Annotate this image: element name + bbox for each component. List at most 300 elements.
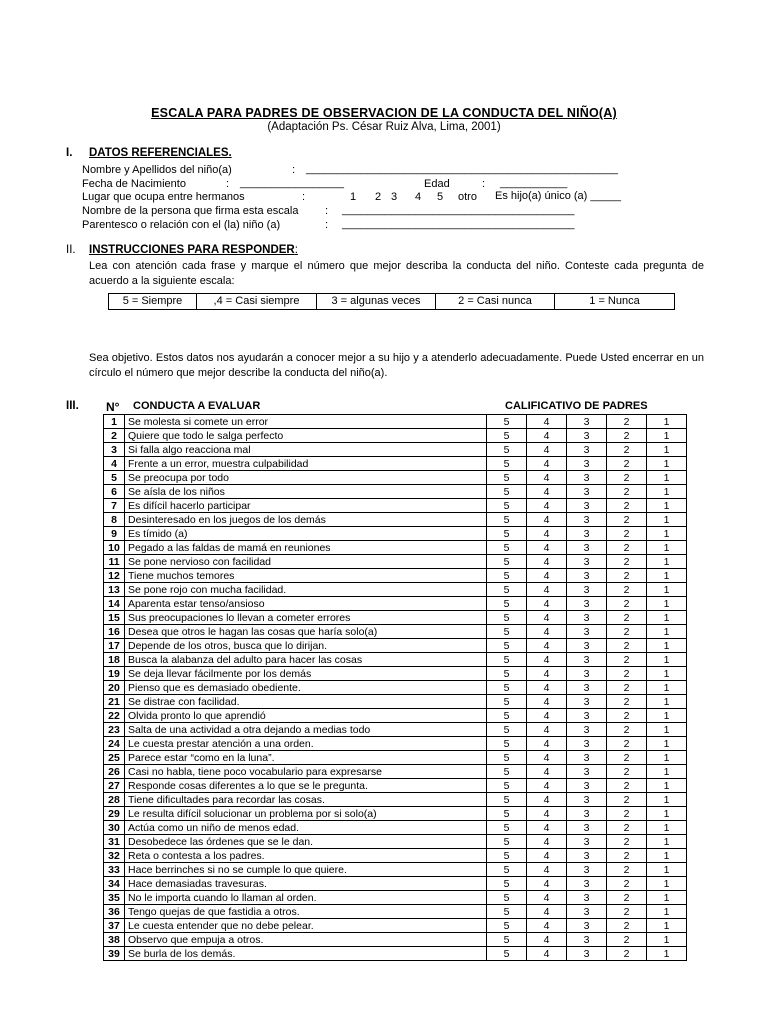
section-2-title xyxy=(89,244,298,256)
table-row xyxy=(104,527,687,541)
item-number: 27 xyxy=(104,779,125,793)
score-option-2[interactable]: 2 xyxy=(607,415,647,429)
score-option-5[interactable]: 5 xyxy=(487,597,527,611)
score-option-4[interactable]: 4 xyxy=(527,541,567,555)
score-option-4[interactable]: 4 xyxy=(527,527,567,541)
score-option-3[interactable]: 3 xyxy=(567,737,607,751)
siblings-option-5[interactable]: 5 xyxy=(437,191,444,203)
score-option-2[interactable]: 2 xyxy=(607,737,647,751)
score-option-5[interactable]: 5 xyxy=(487,555,527,569)
score-option-4[interactable]: 4 xyxy=(527,863,567,877)
table-row xyxy=(104,597,687,611)
score-option-5[interactable]: 5 xyxy=(487,695,527,709)
score-option-1[interactable]: 1 xyxy=(647,569,687,583)
score-option-4[interactable]: 4 xyxy=(527,471,567,485)
score-option-3[interactable]: 3 xyxy=(567,667,607,681)
score-option-5[interactable]: 5 xyxy=(487,905,527,919)
score-option-5[interactable]: 5 xyxy=(487,947,527,961)
score-option-5[interactable]: 5 xyxy=(487,933,527,947)
score-option-3[interactable]: 3 xyxy=(567,415,607,429)
only-child-field[interactable]: Es hijo(a) único (a) _____ xyxy=(495,190,621,202)
relation-label: Parentesco o relación con el (la) niño (a) xyxy=(82,219,281,231)
item-behavior: Casi no habla, tiene poco vocabulario para expresarse xyxy=(125,765,487,779)
section-1-number: I. xyxy=(66,147,73,159)
item-number: 2 xyxy=(104,429,125,443)
item-number: 21 xyxy=(104,695,125,709)
item-number: 6 xyxy=(104,485,125,499)
score-option-1[interactable]: 1 xyxy=(647,527,687,541)
score-option-5[interactable]: 5 xyxy=(487,471,527,485)
score-option-1[interactable]: 1 xyxy=(647,513,687,527)
score-option-1[interactable]: 1 xyxy=(647,639,687,653)
score-option-1[interactable]: 1 xyxy=(647,947,687,961)
score-option-1[interactable]: 1 xyxy=(647,863,687,877)
score-option-1[interactable]: 1 xyxy=(647,891,687,905)
score-option-2[interactable]: 2 xyxy=(607,597,647,611)
table-row xyxy=(104,499,687,513)
item-number: 8 xyxy=(104,513,125,527)
score-option-4[interactable]: 4 xyxy=(527,681,567,695)
score-option-2[interactable]: 2 xyxy=(607,695,647,709)
score-option-4[interactable]: 4 xyxy=(527,891,567,905)
score-option-3[interactable]: 3 xyxy=(567,891,607,905)
item-behavior: Se burla de los demás. xyxy=(125,947,487,961)
score-option-4[interactable]: 4 xyxy=(527,583,567,597)
table-row xyxy=(104,639,687,653)
score-option-2[interactable]: 2 xyxy=(607,863,647,877)
item-behavior: Olvida pronto lo que aprendió xyxy=(125,709,487,723)
score-option-5[interactable]: 5 xyxy=(487,569,527,583)
score-option-1[interactable]: 1 xyxy=(647,779,687,793)
score-option-1[interactable]: 1 xyxy=(647,933,687,947)
item-number: 11 xyxy=(104,555,125,569)
score-option-2[interactable]: 2 xyxy=(607,751,647,765)
table-row xyxy=(104,709,687,723)
table-row xyxy=(104,947,687,961)
score-option-4[interactable]: 4 xyxy=(527,933,567,947)
score-option-5[interactable]: 5 xyxy=(487,863,527,877)
score-option-4[interactable]: 4 xyxy=(527,849,567,863)
score-option-1[interactable]: 1 xyxy=(647,765,687,779)
score-option-3[interactable]: 3 xyxy=(567,709,607,723)
form-subtitle: (Adaptación Ps. César Ruiz Alva, Lima, 2001) xyxy=(267,121,501,133)
score-option-2[interactable]: 2 xyxy=(607,457,647,471)
table-row xyxy=(104,569,687,583)
score-option-2[interactable]: 2 xyxy=(607,933,647,947)
score-option-1[interactable]: 1 xyxy=(647,611,687,625)
item-behavior: Hace demasiadas travesuras. xyxy=(125,877,487,891)
score-option-3[interactable]: 3 xyxy=(567,513,607,527)
score-option-2[interactable]: 2 xyxy=(607,471,647,485)
score-option-2[interactable]: 2 xyxy=(607,541,647,555)
table-row xyxy=(104,933,687,947)
score-option-3[interactable]: 3 xyxy=(567,443,607,457)
score-option-1[interactable]: 1 xyxy=(647,709,687,723)
section-2-number: II. xyxy=(66,244,76,256)
siblings-option-other[interactable]: otro xyxy=(458,191,477,203)
section-2-title-colon: : xyxy=(294,244,298,256)
score-option-5[interactable]: 5 xyxy=(487,737,527,751)
item-behavior: Se deja llevar fácilmente por los demás xyxy=(125,667,487,681)
item-behavior: Tiene muchos temores xyxy=(125,569,487,583)
item-number: 37 xyxy=(104,919,125,933)
score-option-4[interactable]: 4 xyxy=(527,611,567,625)
score-option-1[interactable]: 1 xyxy=(647,919,687,933)
item-behavior: Si falla algo reacciona mal xyxy=(125,443,487,457)
score-option-3[interactable]: 3 xyxy=(567,793,607,807)
score-option-5[interactable]: 5 xyxy=(487,443,527,457)
relation-field[interactable]: ______________________________________ xyxy=(342,218,575,230)
score-option-1[interactable]: 1 xyxy=(647,583,687,597)
score-option-2[interactable]: 2 xyxy=(607,779,647,793)
score-option-5[interactable]: 5 xyxy=(487,793,527,807)
score-option-3[interactable]: 3 xyxy=(567,527,607,541)
table-row xyxy=(104,429,687,443)
score-option-5[interactable]: 5 xyxy=(487,583,527,597)
score-option-1[interactable]: 1 xyxy=(647,723,687,737)
score-option-4[interactable]: 4 xyxy=(527,709,567,723)
score-option-2[interactable]: 2 xyxy=(607,849,647,863)
siblings-option-2[interactable]: 2 xyxy=(375,191,382,203)
item-number: 22 xyxy=(104,709,125,723)
score-option-2[interactable]: 2 xyxy=(607,765,647,779)
score-option-5[interactable]: 5 xyxy=(487,499,527,513)
score-option-3[interactable]: 3 xyxy=(567,821,607,835)
table-row xyxy=(104,625,687,639)
item-behavior: Le cuesta prestar atención a una orden. xyxy=(125,737,487,751)
table-row xyxy=(104,751,687,765)
item-behavior: Pienso que es demasiado obediente. xyxy=(125,681,487,695)
table-row xyxy=(104,863,687,877)
item-behavior: Desea que otros le hagan las cosas que haría solo(a) xyxy=(125,625,487,639)
item-behavior: Se preocupa por todo xyxy=(125,471,487,485)
score-option-2[interactable]: 2 xyxy=(607,429,647,443)
item-behavior: Depende de los otros, busca que lo dirijan. xyxy=(125,639,487,653)
score-option-3[interactable]: 3 xyxy=(567,555,607,569)
item-number: 1 xyxy=(104,415,125,429)
score-option-1[interactable]: 1 xyxy=(647,667,687,681)
score-option-4[interactable]: 4 xyxy=(527,765,567,779)
score-option-4[interactable]: 4 xyxy=(527,555,567,569)
score-option-3[interactable]: 3 xyxy=(567,905,607,919)
score-option-2[interactable]: 2 xyxy=(607,891,647,905)
item-behavior: Le resulta difícil solucionar un problema por si solo(a) xyxy=(125,807,487,821)
item-number: 12 xyxy=(104,569,125,583)
score-option-4[interactable]: 4 xyxy=(527,569,567,583)
score-option-3[interactable]: 3 xyxy=(567,877,607,891)
score-option-1[interactable]: 1 xyxy=(647,821,687,835)
item-behavior: Frente a un error, muestra culpabilidad xyxy=(125,457,487,471)
score-option-3[interactable]: 3 xyxy=(567,569,607,583)
scale-almost-always: ,4 = Casi siempre xyxy=(197,294,317,309)
score-option-4[interactable]: 4 xyxy=(527,513,567,527)
score-option-2[interactable]: 2 xyxy=(607,639,647,653)
item-behavior: Tengo quejas de que fastidia a otros. xyxy=(125,905,487,919)
score-option-5[interactable]: 5 xyxy=(487,681,527,695)
score-option-3[interactable]: 3 xyxy=(567,933,607,947)
score-option-4[interactable]: 4 xyxy=(527,835,567,849)
table-row xyxy=(104,555,687,569)
item-behavior: Quiere que todo le salga perfecto xyxy=(125,429,487,443)
score-option-1[interactable]: 1 xyxy=(647,541,687,555)
item-number: 35 xyxy=(104,891,125,905)
table-row xyxy=(104,471,687,485)
score-option-1[interactable]: 1 xyxy=(647,429,687,443)
score-option-3[interactable]: 3 xyxy=(567,611,607,625)
score-option-5[interactable]: 5 xyxy=(487,877,527,891)
score-option-1[interactable]: 1 xyxy=(647,681,687,695)
score-option-1[interactable]: 1 xyxy=(647,807,687,821)
score-option-1[interactable]: 1 xyxy=(647,597,687,611)
score-option-5[interactable]: 5 xyxy=(487,765,527,779)
score-option-5[interactable]: 5 xyxy=(487,415,527,429)
score-option-4[interactable]: 4 xyxy=(527,485,567,499)
score-option-1[interactable]: 1 xyxy=(647,499,687,513)
score-option-5[interactable]: 5 xyxy=(487,457,527,471)
score-option-5[interactable]: 5 xyxy=(487,751,527,765)
score-option-5[interactable]: 5 xyxy=(487,639,527,653)
score-option-4[interactable]: 4 xyxy=(527,429,567,443)
score-option-1[interactable]: 1 xyxy=(647,695,687,709)
score-option-2[interactable]: 2 xyxy=(607,443,647,457)
score-option-2[interactable]: 2 xyxy=(607,793,647,807)
age-field[interactable]: ___________ xyxy=(500,177,568,189)
score-option-2[interactable]: 2 xyxy=(607,583,647,597)
score-option-5[interactable]: 5 xyxy=(487,835,527,849)
score-option-2[interactable]: 2 xyxy=(607,569,647,583)
score-option-2[interactable]: 2 xyxy=(607,625,647,639)
score-option-3[interactable]: 3 xyxy=(567,919,607,933)
table-row xyxy=(104,793,687,807)
table-row xyxy=(104,443,687,457)
behavior-table xyxy=(103,414,687,961)
score-option-5[interactable]: 5 xyxy=(487,667,527,681)
score-option-4[interactable]: 4 xyxy=(527,667,567,681)
score-option-1[interactable]: 1 xyxy=(647,793,687,807)
score-option-2[interactable]: 2 xyxy=(607,611,647,625)
score-option-2[interactable]: 2 xyxy=(607,947,647,961)
score-option-4[interactable]: 4 xyxy=(527,751,567,765)
item-behavior: Se pone nervioso con facilidad xyxy=(125,555,487,569)
scale-never: 1 = Nunca xyxy=(589,295,640,307)
score-option-5[interactable]: 5 xyxy=(487,513,527,527)
score-option-3[interactable]: 3 xyxy=(567,625,607,639)
siblings-option-4[interactable]: 4 xyxy=(415,191,422,203)
item-behavior: Es difícil hacerlo participar xyxy=(125,499,487,513)
score-option-2[interactable]: 2 xyxy=(607,499,647,513)
score-option-3[interactable]: 3 xyxy=(567,765,607,779)
score-option-3[interactable]: 3 xyxy=(567,779,607,793)
age-label: Edad xyxy=(424,178,450,190)
score-option-1[interactable]: 1 xyxy=(647,443,687,457)
score-option-3[interactable]: 3 xyxy=(567,583,607,597)
score-option-5[interactable]: 5 xyxy=(487,891,527,905)
score-option-3[interactable]: 3 xyxy=(567,499,607,513)
table-row xyxy=(104,821,687,835)
item-number: 28 xyxy=(104,793,125,807)
score-option-3[interactable]: 3 xyxy=(567,457,607,471)
score-option-2[interactable]: 2 xyxy=(607,681,647,695)
score-option-3[interactable]: 3 xyxy=(567,471,607,485)
item-number: 24 xyxy=(104,737,125,751)
score-option-2[interactable]: 2 xyxy=(607,653,647,667)
score-option-1[interactable]: 1 xyxy=(647,415,687,429)
item-behavior: Se pone rojo con mucha facilidad. xyxy=(125,583,487,597)
objective-note: Sea objetivo. Estos datos nos ayudarán a conocer mejor a su hijo y a atenderlo adecuadamente. Puede Usted encerrar en un círculo el número que mejor describe la conducta del niño(a). xyxy=(89,352,704,379)
item-behavior: Actúa como un niño de menos edad. xyxy=(125,821,487,835)
score-option-3[interactable]: 3 xyxy=(567,723,607,737)
item-number: 38 xyxy=(104,933,125,947)
score-option-1[interactable]: 1 xyxy=(647,653,687,667)
score-option-2[interactable]: 2 xyxy=(607,527,647,541)
scale-almost-never: 2 = Casi nunca xyxy=(436,294,555,309)
item-number: 13 xyxy=(104,583,125,597)
item-behavior: Se molesta si comete un error xyxy=(125,415,487,429)
siblings-option-3[interactable]: 3 xyxy=(391,191,398,203)
score-option-2[interactable]: 2 xyxy=(607,709,647,723)
score-option-2[interactable]: 2 xyxy=(607,877,647,891)
score-option-3[interactable]: 3 xyxy=(567,653,607,667)
item-number: 9 xyxy=(104,527,125,541)
column-behavior-header: CONDUCTA A EVALUAR xyxy=(133,400,261,412)
table-row xyxy=(104,835,687,849)
score-option-5[interactable]: 5 xyxy=(487,485,527,499)
score-option-4[interactable]: 4 xyxy=(527,905,567,919)
score-option-4[interactable]: 4 xyxy=(527,877,567,891)
score-option-5[interactable]: 5 xyxy=(487,429,527,443)
item-behavior: Busca la alabanza del adulto para hacer las cosas xyxy=(125,653,487,667)
score-option-4[interactable]: 4 xyxy=(527,807,567,821)
score-option-4[interactable]: 4 xyxy=(527,723,567,737)
score-option-5[interactable]: 5 xyxy=(487,541,527,555)
score-option-3[interactable]: 3 xyxy=(567,597,607,611)
score-option-3[interactable]: 3 xyxy=(567,835,607,849)
score-option-4[interactable]: 4 xyxy=(527,653,567,667)
score-option-3[interactable]: 3 xyxy=(567,849,607,863)
table-row xyxy=(104,415,687,429)
score-option-1[interactable]: 1 xyxy=(647,835,687,849)
score-option-4[interactable]: 4 xyxy=(527,919,567,933)
item-number: 39 xyxy=(104,947,125,961)
item-number: 33 xyxy=(104,863,125,877)
score-option-4[interactable]: 4 xyxy=(527,821,567,835)
score-option-2[interactable]: 2 xyxy=(607,485,647,499)
score-option-4[interactable]: 4 xyxy=(527,457,567,471)
item-behavior: Desinteresado en los juegos de los demás xyxy=(125,513,487,527)
table-row xyxy=(104,681,687,695)
score-option-2[interactable]: 2 xyxy=(607,513,647,527)
score-option-3[interactable]: 3 xyxy=(567,751,607,765)
table-row xyxy=(104,807,687,821)
score-option-3[interactable]: 3 xyxy=(567,863,607,877)
item-number: 17 xyxy=(104,639,125,653)
score-option-2[interactable]: 2 xyxy=(607,905,647,919)
table-row xyxy=(104,723,687,737)
score-option-2[interactable]: 2 xyxy=(607,807,647,821)
score-option-1[interactable]: 1 xyxy=(647,625,687,639)
scale-sometimes: 3 = algunas veces xyxy=(317,294,436,309)
score-option-5[interactable]: 5 xyxy=(487,919,527,933)
item-number: 30 xyxy=(104,821,125,835)
siblings-colon: : xyxy=(302,191,306,203)
table-row xyxy=(104,765,687,779)
score-option-5[interactable]: 5 xyxy=(487,625,527,639)
score-option-1[interactable]: 1 xyxy=(647,555,687,569)
score-option-1[interactable]: 1 xyxy=(647,485,687,499)
birth-date-field[interactable]: _________________ xyxy=(240,177,345,189)
score-option-5[interactable]: 5 xyxy=(487,849,527,863)
item-behavior: No le importa cuando lo llaman al orden. xyxy=(125,891,487,905)
score-option-5[interactable]: 5 xyxy=(487,821,527,835)
child-name-colon: : xyxy=(292,164,296,176)
score-option-4[interactable]: 4 xyxy=(527,443,567,457)
signer-field[interactable]: ______________________________________ xyxy=(342,204,575,216)
score-option-4[interactable]: 4 xyxy=(527,793,567,807)
score-option-4[interactable]: 4 xyxy=(527,779,567,793)
score-option-3[interactable]: 3 xyxy=(567,681,607,695)
score-option-2[interactable]: 2 xyxy=(607,667,647,681)
siblings-option-1[interactable]: 1 xyxy=(350,191,357,203)
score-option-3[interactable]: 3 xyxy=(567,639,607,653)
table-row xyxy=(104,905,687,919)
score-option-4[interactable]: 4 xyxy=(527,639,567,653)
score-option-1[interactable]: 1 xyxy=(647,737,687,751)
score-option-1[interactable]: 1 xyxy=(647,849,687,863)
score-option-4[interactable]: 4 xyxy=(527,737,567,751)
score-option-2[interactable]: 2 xyxy=(607,821,647,835)
score-option-2[interactable]: 2 xyxy=(607,723,647,737)
score-option-3[interactable]: 3 xyxy=(567,429,607,443)
score-option-5[interactable]: 5 xyxy=(487,611,527,625)
score-option-3[interactable]: 3 xyxy=(567,947,607,961)
score-option-4[interactable]: 4 xyxy=(527,415,567,429)
score-option-4[interactable]: 4 xyxy=(527,499,567,513)
item-behavior: Responde cosas diferentes a lo que se le pregunta. xyxy=(125,779,487,793)
item-number: 14 xyxy=(104,597,125,611)
score-option-4[interactable]: 4 xyxy=(527,625,567,639)
score-option-4[interactable]: 4 xyxy=(527,947,567,961)
score-option-3[interactable]: 3 xyxy=(567,541,607,555)
child-name-field[interactable]: ___________________________________________________ xyxy=(306,163,619,175)
table-row xyxy=(104,457,687,471)
item-behavior: Es tímido (a) xyxy=(125,527,487,541)
item-number: 4 xyxy=(104,457,125,471)
score-option-5[interactable]: 5 xyxy=(487,807,527,821)
score-option-1[interactable]: 1 xyxy=(647,457,687,471)
score-option-5[interactable]: 5 xyxy=(487,653,527,667)
score-option-1[interactable]: 1 xyxy=(647,905,687,919)
score-option-3[interactable]: 3 xyxy=(567,807,607,821)
score-option-2[interactable]: 2 xyxy=(607,555,647,569)
table-row xyxy=(104,653,687,667)
score-option-5[interactable]: 5 xyxy=(487,779,527,793)
item-number: 19 xyxy=(104,667,125,681)
score-option-3[interactable]: 3 xyxy=(567,695,607,709)
score-option-5[interactable]: 5 xyxy=(487,709,527,723)
score-option-4[interactable]: 4 xyxy=(527,695,567,709)
score-option-4[interactable]: 4 xyxy=(527,597,567,611)
score-option-2[interactable]: 2 xyxy=(607,919,647,933)
score-option-5[interactable]: 5 xyxy=(487,723,527,737)
score-option-2[interactable]: 2 xyxy=(607,835,647,849)
column-rating-header: CALIFICATIVO DE PADRES xyxy=(505,400,648,412)
score-option-1[interactable]: 1 xyxy=(647,751,687,765)
score-option-3[interactable]: 3 xyxy=(567,485,607,499)
table-row xyxy=(104,541,687,555)
score-option-5[interactable]: 5 xyxy=(487,527,527,541)
score-option-1[interactable]: 1 xyxy=(647,877,687,891)
score-option-1[interactable]: 1 xyxy=(647,471,687,485)
